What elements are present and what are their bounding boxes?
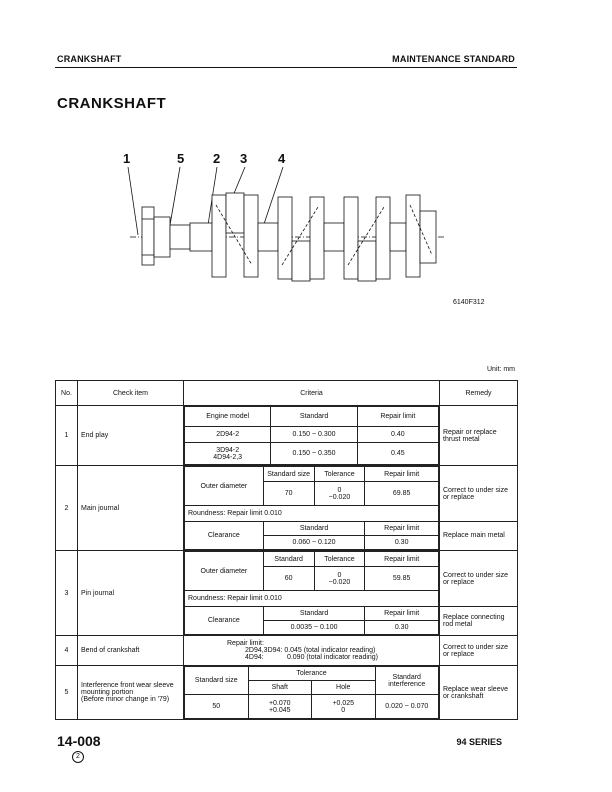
hdr-repair-limit: Repair limit: [365, 467, 439, 482]
tolerance-value: [314, 567, 365, 591]
page-title: CRANKSHAFT: [57, 95, 167, 112]
remedy: Correct to under size or replace: [440, 467, 517, 522]
row-number: 3: [56, 551, 78, 636]
hdr-standard: Standard: [271, 407, 357, 427]
standard-size-value: 60: [263, 567, 314, 591]
criteria-cell: [184, 551, 440, 636]
maintenance-standard-table: [55, 380, 518, 720]
header-section-title: CRANKSHAFT: [57, 54, 122, 64]
table-row: [56, 666, 518, 720]
col-remedy: Remedy: [440, 381, 518, 406]
main-journal-criteria: [184, 466, 439, 550]
hdr-repair-limit: Repair limit: [357, 407, 438, 427]
criteria-cell: [184, 406, 440, 466]
remedy: Correct to under size or replace: [440, 636, 518, 666]
col-no: No.: [56, 381, 78, 406]
engine-model: [185, 443, 271, 465]
check-item: Bend of crankshaft: [78, 636, 184, 666]
unit-label: Unit: mm: [487, 366, 515, 373]
callout-3: 3: [240, 151, 248, 166]
row-number: 2: [56, 466, 78, 551]
callout-2: 2: [213, 151, 221, 166]
clearance-repair-limit: 0.30: [365, 536, 439, 550]
tolerance-value: [314, 482, 365, 506]
standard-value: 0.150 ~ 0.300: [271, 427, 357, 443]
pin-journal-criteria: [184, 551, 439, 635]
hdr-standard: Standard: [263, 607, 365, 621]
remedy-split: [440, 467, 517, 550]
engine-model-line: 3D94-2: [216, 446, 240, 454]
standard-value: 0.150 ~ 0.350: [271, 443, 357, 465]
clearance-standard: 0.0035 ~ 0.100: [263, 621, 365, 635]
revision-mark: 2: [72, 751, 84, 763]
remedy: Replace wear sleeve or crankshaft: [440, 666, 518, 720]
table-row: [56, 406, 518, 466]
repair-limit-value: 69.85: [365, 482, 439, 506]
col-check-item: Check item: [78, 381, 184, 406]
clearance-label: Clearance: [185, 522, 264, 550]
table-header-row: [56, 381, 518, 406]
remedy-cell: [440, 551, 518, 636]
engine-model: 2D94-2: [185, 427, 271, 443]
check-item: [78, 666, 184, 720]
check-item: End play: [78, 406, 184, 466]
roundness: Roundness: Repair limit 0.010: [185, 591, 439, 607]
hdr-repair-limit: Repair limit: [365, 552, 439, 567]
bend-limit-value: 0.090 (total indicator reading): [286, 654, 379, 661]
repair-limit-label: Repair limit:: [227, 640, 264, 647]
interference-value: 0.020 ~ 0.070: [375, 695, 439, 719]
bend-limit-value: 0.045 (total indicator reading): [284, 647, 376, 654]
hdr-standard-size: Standard size: [263, 467, 314, 482]
hdr-tolerance: Tolerance: [314, 552, 365, 567]
crankshaft-diagram: [120, 145, 450, 295]
series-label: 94 SERIES: [456, 737, 502, 747]
repair-limit-value: 0.45: [357, 443, 438, 465]
shaft-tolerance: [248, 695, 312, 719]
tolerance-lower: −0.020: [328, 578, 351, 586]
hdr-hole: Hole: [312, 681, 376, 695]
criteria-cell: [184, 466, 440, 551]
check-item-line: mounting portion: [81, 689, 134, 696]
hdr-repair-limit: Repair limit: [365, 607, 439, 621]
callout-5: 5: [177, 151, 185, 166]
hdr-repair-limit: Repair limit: [365, 522, 439, 536]
shaft-lower: +0.045: [268, 706, 291, 714]
remedy: Replace connecting rod metal: [443, 613, 505, 628]
clearance-repair-limit: 0.30: [365, 621, 439, 635]
table-row: [56, 466, 518, 551]
bend-limit-line: [187, 654, 436, 661]
header-document-type: MAINTENANCE STANDARD: [392, 54, 515, 64]
header-divider: [55, 67, 517, 68]
engine-model-line: 4D94-2,3: [213, 453, 243, 461]
tolerance-lower: −0.020: [328, 493, 351, 501]
check-item-line: Interference front wear sleeve: [81, 682, 174, 689]
remedy-cell: [440, 466, 518, 551]
row-number: 5: [56, 666, 78, 720]
hole-lower: 0: [341, 706, 346, 714]
check-item-line: (Before minor change in '79): [81, 696, 170, 703]
hdr-engine-model: Engine model: [185, 407, 271, 427]
figure-code: 6140F312: [453, 299, 485, 306]
outer-diameter-label: Outer diameter: [185, 467, 264, 506]
hdr-tolerance: Tolerance: [248, 667, 375, 681]
hdr-standard-interference: Standard interference: [375, 667, 439, 695]
tolerance-upper: 0: [337, 571, 342, 579]
repair-limit-value: 59.85: [365, 567, 439, 591]
hole-upper: +0.025: [332, 699, 355, 707]
remedy-split: [440, 552, 517, 635]
check-item: Main journal: [78, 466, 184, 551]
tolerance-upper: 0: [337, 486, 342, 494]
callout-4: 4: [278, 151, 286, 166]
row-number: 4: [56, 636, 78, 666]
hole-tolerance: [312, 695, 376, 719]
interference-criteria: [184, 666, 439, 719]
hdr-standard-size: Standard size: [185, 667, 249, 695]
hdr-shaft: Shaft: [248, 681, 312, 695]
bend-criteria: [184, 636, 440, 666]
criteria-cell: [184, 666, 440, 720]
standard-size-value: 50: [185, 695, 249, 719]
hdr-standard: Standard: [263, 522, 365, 536]
clearance-label: Clearance: [185, 607, 264, 635]
row-number: 1: [56, 406, 78, 466]
hdr-standard: Standard: [263, 552, 314, 567]
engine-models: 2D94,3D94:: [245, 647, 283, 654]
bend-limit-line: [187, 647, 436, 654]
remedy: Repair or replace thrust metal: [440, 406, 518, 466]
standard-size-value: 70: [263, 482, 314, 506]
outer-diameter-label: Outer diameter: [185, 552, 264, 591]
table-row: [56, 551, 518, 636]
repair-limit-value: 0.40: [357, 427, 438, 443]
engine-models: 4D94:: [245, 654, 264, 661]
col-criteria: Criteria: [184, 381, 440, 406]
check-item: Pin journal: [78, 551, 184, 636]
remedy: Replace main metal: [443, 532, 505, 540]
roundness: Roundness: Repair limit 0.010: [185, 506, 439, 522]
end-play-criteria: [184, 406, 439, 465]
callout-1: 1: [123, 151, 131, 166]
shaft-upper: +0.070: [268, 699, 291, 707]
remedy: Correct to under size or replace: [440, 552, 517, 607]
page-number: 14-008: [57, 733, 101, 749]
clearance-standard: 0.060 ~ 0.120: [263, 536, 365, 550]
table-row: [56, 636, 518, 666]
hdr-tolerance: Tolerance: [314, 467, 365, 482]
